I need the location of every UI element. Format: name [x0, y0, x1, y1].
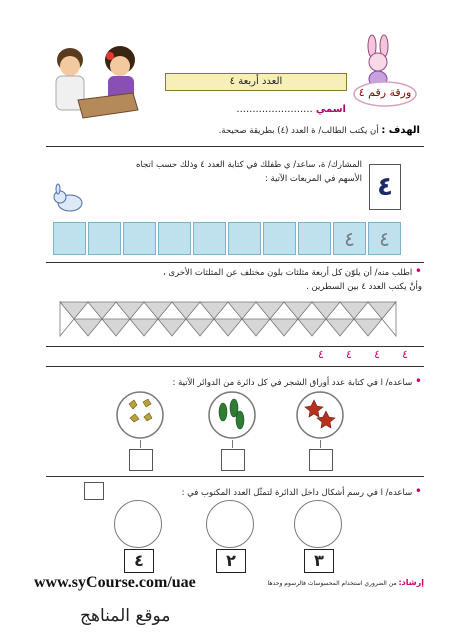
leaf-count-answer[interactable] — [309, 449, 333, 471]
traced-square[interactable] — [368, 222, 401, 255]
section3-text — [60, 374, 422, 390]
section2-text — [60, 264, 422, 294]
divider-3 — [46, 476, 424, 477]
divider-top — [46, 146, 424, 147]
footer-url: www.syCourse.com/uae — [34, 574, 196, 591]
tracing-square[interactable] — [158, 222, 191, 255]
four-glyph: ٤ — [402, 348, 408, 361]
triangles-strip — [60, 300, 400, 340]
four-glyph: ٤ — [346, 348, 352, 361]
name-line — [196, 104, 346, 115]
hanger-line — [320, 440, 321, 448]
draw-circle[interactable] — [294, 500, 342, 548]
bullet: • — [414, 484, 422, 498]
rabbit-icon — [52, 185, 86, 213]
traced-glyph: ٤ — [379, 226, 390, 251]
four-glyph: ٤ — [318, 348, 324, 361]
tracing-square[interactable] — [298, 222, 331, 255]
hanger-line — [232, 440, 233, 448]
number-box: ٤ — [124, 549, 154, 573]
section2-line2: وأنْ يكتب العدد ٤ بين السطرين . — [306, 282, 422, 292]
hint-note — [267, 578, 424, 587]
worksheet-title: العدد أربعة ٤ — [165, 73, 347, 91]
draw-circle[interactable] — [206, 500, 254, 548]
hint-label: إرشاد: — [398, 578, 424, 587]
leaves-circle-4 — [115, 390, 165, 440]
bullet: • — [414, 374, 422, 388]
children-illustration — [38, 38, 158, 130]
goal-line — [150, 125, 420, 136]
goal-text: أن يكتب الطالب/ ة العدد (٤) بطريقة صحيحة. — [218, 126, 379, 136]
inline-answer-box[interactable] — [84, 482, 104, 500]
writing-line-bottom — [46, 366, 424, 367]
section3-instruction: ساعده/ ا في كتابة عدد أوراق الشجر في كل دائرة من الدوائر الآتية : — [172, 378, 413, 388]
tracing-square[interactable] — [193, 222, 226, 255]
leaves-circle-2 — [295, 390, 345, 440]
divider-1 — [46, 262, 424, 263]
section2-line1: اطلب منه/ أن يلوّن كل أربعة مثلثات بلون مختلف عن المثلثات الأخرى ، — [162, 268, 413, 278]
number-box: ٣ — [304, 549, 334, 573]
footer-site-name: موقع المناهج — [80, 606, 171, 626]
leaf-count-answer[interactable] — [221, 449, 245, 471]
tracing-square[interactable] — [263, 222, 296, 255]
name-dots: ........................ — [236, 104, 313, 115]
tracing-squares-row — [53, 222, 399, 256]
section1-line1: المشارك/ ة، ساعد/ ي طفلك في كتابة العدد ٤ وذلك حسب اتجاه — [136, 160, 362, 170]
traced-glyph: ٤ — [344, 226, 355, 251]
sheet-number-label: ورقة رقم ٤ — [358, 86, 412, 99]
tracing-square[interactable] — [228, 222, 261, 255]
bullet: • — [414, 264, 422, 278]
hint-text: من الضروري استخدام المحسوسات فالرسوم وحدها — [267, 580, 397, 587]
section4-text — [60, 484, 422, 500]
four-glyph: ٤ — [374, 348, 380, 361]
name-label: اسمي — [315, 104, 346, 115]
tracing-square[interactable] — [123, 222, 156, 255]
traced-square[interactable] — [333, 222, 366, 255]
section4-instruction: ساعده/ ا في رسم أشكال داخل الدائرة لتمثّل العدد المكتوب في : — [181, 488, 413, 498]
big-digit-box: ٤ — [369, 164, 401, 210]
section1-line2: الأسهم في المربعات الآتية : — [264, 174, 362, 184]
leaves-circle-3 — [207, 390, 257, 440]
tracing-square[interactable] — [88, 222, 121, 255]
section1-text — [130, 158, 362, 186]
hanger-line — [140, 440, 141, 448]
goal-label: الهدف : — [381, 125, 420, 136]
number-box: ٢ — [216, 549, 246, 573]
writing-line-top — [46, 346, 424, 347]
tracing-square[interactable] — [53, 222, 86, 255]
fours-row — [318, 348, 408, 361]
draw-circle[interactable] — [114, 500, 162, 548]
leaf-count-answer[interactable] — [129, 449, 153, 471]
